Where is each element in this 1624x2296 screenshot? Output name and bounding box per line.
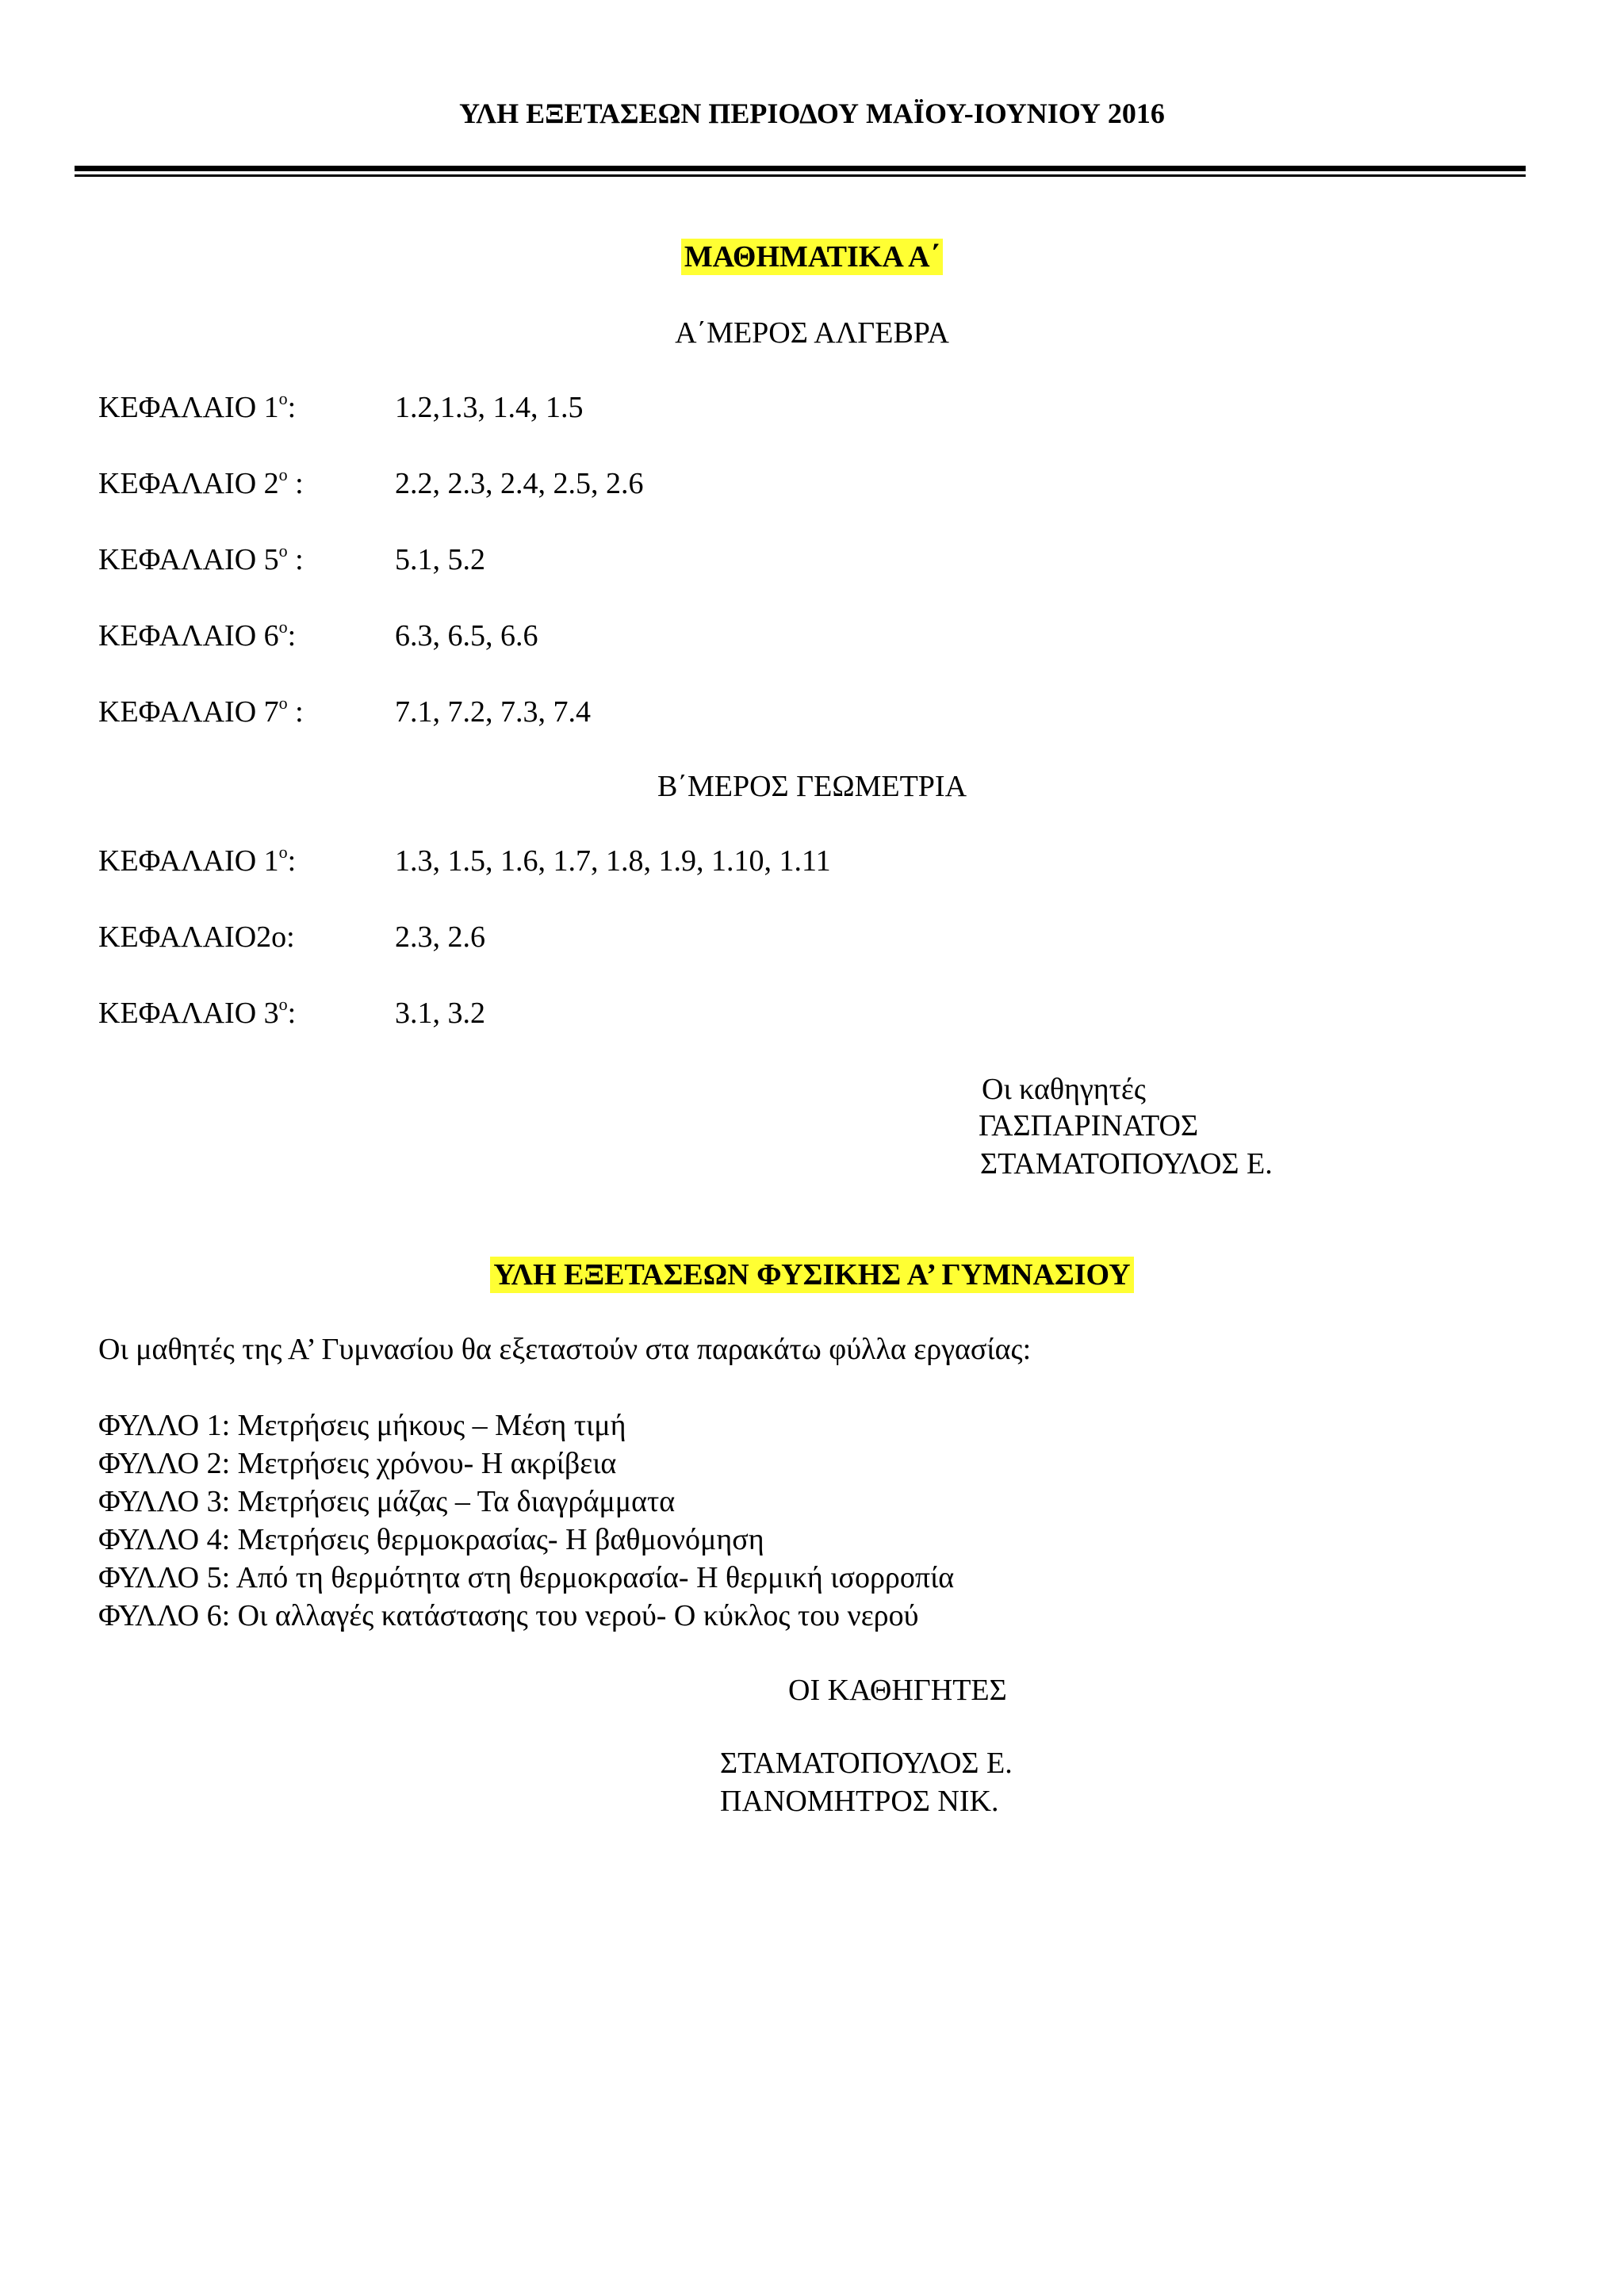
algebra-heading: Α΄ΜΕΡΟΣ ΑΛΓΕΒΡΑ (675, 316, 949, 350)
algebra-chapter-value: 6.3, 6.5, 6.6 (395, 619, 538, 652)
geometry-chapter-value: 2.3, 2.6 (395, 920, 485, 954)
physics-sheet-item: ΦΥΛΛΟ 4: Μετρήσεις θερμοκρασίας- Η βαθμονόμηση (98, 1523, 764, 1556)
physics-teacher-name: ΠΑΝΟΜΗΤΡΟΣ ΝΙΚ. (720, 1785, 999, 1818)
algebra-chapter-label: ΚΕΦΑΛΑΙΟ $5^o$ : (98, 541, 304, 576)
algebra-chapter-label: ΚΕΦΑΛΑΙΟ $2^o$ : (98, 465, 304, 500)
algebra-chapter-label: ΚΕΦΑΛΑΙΟ $1^o$: (98, 388, 297, 424)
algebra-chapter-label: ΚΕΦΑΛΑΙΟ $6^o$: (98, 617, 297, 652)
physics-intro: Οι μαθητές της Α’ Γυμνασίου θα εξεταστούν στα παρακάτω φύλλα εργασίας: (98, 1333, 1032, 1366)
algebra-chapter-value: 7.1, 7.2, 7.3, 7.4 (395, 695, 591, 729)
geometry-chapter-label: ΚΕΦΑΛΑΙΟ $1^o$: (98, 842, 297, 878)
physics-sheet-item: ΦΥΛΛΟ 5: Από τη θερμότητα στη θερμοκρασία- Η θερμική ισορροπία (98, 1561, 955, 1594)
math-teachers-heading: Οι καθηγητές (982, 1073, 1146, 1106)
geometry-heading: Β΄ΜΕΡΟΣ ΓΕΩΜΕΤΡΙΑ (657, 770, 967, 803)
math-title (0, 239, 1624, 274)
geometry-chapter-label: ΚΕΦΑΛΑΙΟ $3^o$: (98, 994, 297, 1030)
physics-sheet-item: ΦΥΛΛΟ 2: Μετρήσεις χρόνου- Η ακρίβεια (98, 1447, 617, 1480)
geometry-chapter-label: ΚΕΦΑΛΑΙΟ2ο: (98, 920, 295, 954)
math-teacher-name: ΓΑΣΠΑΡΙΝΑΤΟΣ (979, 1109, 1199, 1142)
header-rule-thick (75, 166, 1526, 171)
page-header: ΥΛΗ ΕΞΕΤΑΣΕΩΝ ΠΕΡΙΟΔΟΥ ΜΑΪΟΥ-ΙΟΥΝΙΟΥ 2016 (459, 98, 1165, 129)
algebra-chapter-label: ΚΕΦΑΛΑΙΟ $7^o$ : (98, 693, 304, 729)
algebra-chapter-value: 2.2, 2.3, 2.4, 2.5, 2.6 (395, 467, 644, 500)
physics-teacher-name: ΣΤΑΜΑΤΟΠΟΥΛΟΣ Ε. (720, 1747, 1013, 1780)
physics-teachers-heading: ΟΙ ΚΑΘΗΓΗΤΕΣ (788, 1674, 1007, 1707)
geometry-chapter-value: 3.1, 3.2 (395, 997, 485, 1030)
math-title-text: ΜΑΘΗΜΑΤΙΚΑ Α΄ (681, 239, 943, 275)
physics-title (0, 1257, 1624, 1292)
physics-sheet-item: ΦΥΛΛΟ 6: Οι αλλαγές κατάστασης του νερού- Ο κύκλος του νερού (98, 1599, 919, 1632)
physics-sheet-item: ΦΥΛΛΟ 1: Μετρήσεις μήκους – Μέση τιμή (98, 1409, 626, 1442)
geometry-chapter-value: 1.3, 1.5, 1.6, 1.7, 1.8, 1.9, 1.10, 1.11 (395, 844, 831, 878)
header-rule-thin (75, 174, 1526, 177)
algebra-chapter-value: 1.2,1.3, 1.4, 1.5 (395, 391, 584, 424)
algebra-chapter-value: 5.1, 5.2 (395, 543, 485, 576)
physics-title-text: ΥΛΗ ΕΞΕΤΑΣΕΩΝ ΦΥΣΙΚΗΣ Α’ ΓΥΜΝΑΣΙΟΥ (490, 1257, 1133, 1293)
math-teacher-name: ΣΤΑΜΑΤΟΠΟΥΛΟΣ Ε. (980, 1147, 1273, 1181)
physics-sheet-item: ΦΥΛΛΟ 3: Μετρήσεις μάζας – Τα διαγράμματα (98, 1485, 676, 1518)
